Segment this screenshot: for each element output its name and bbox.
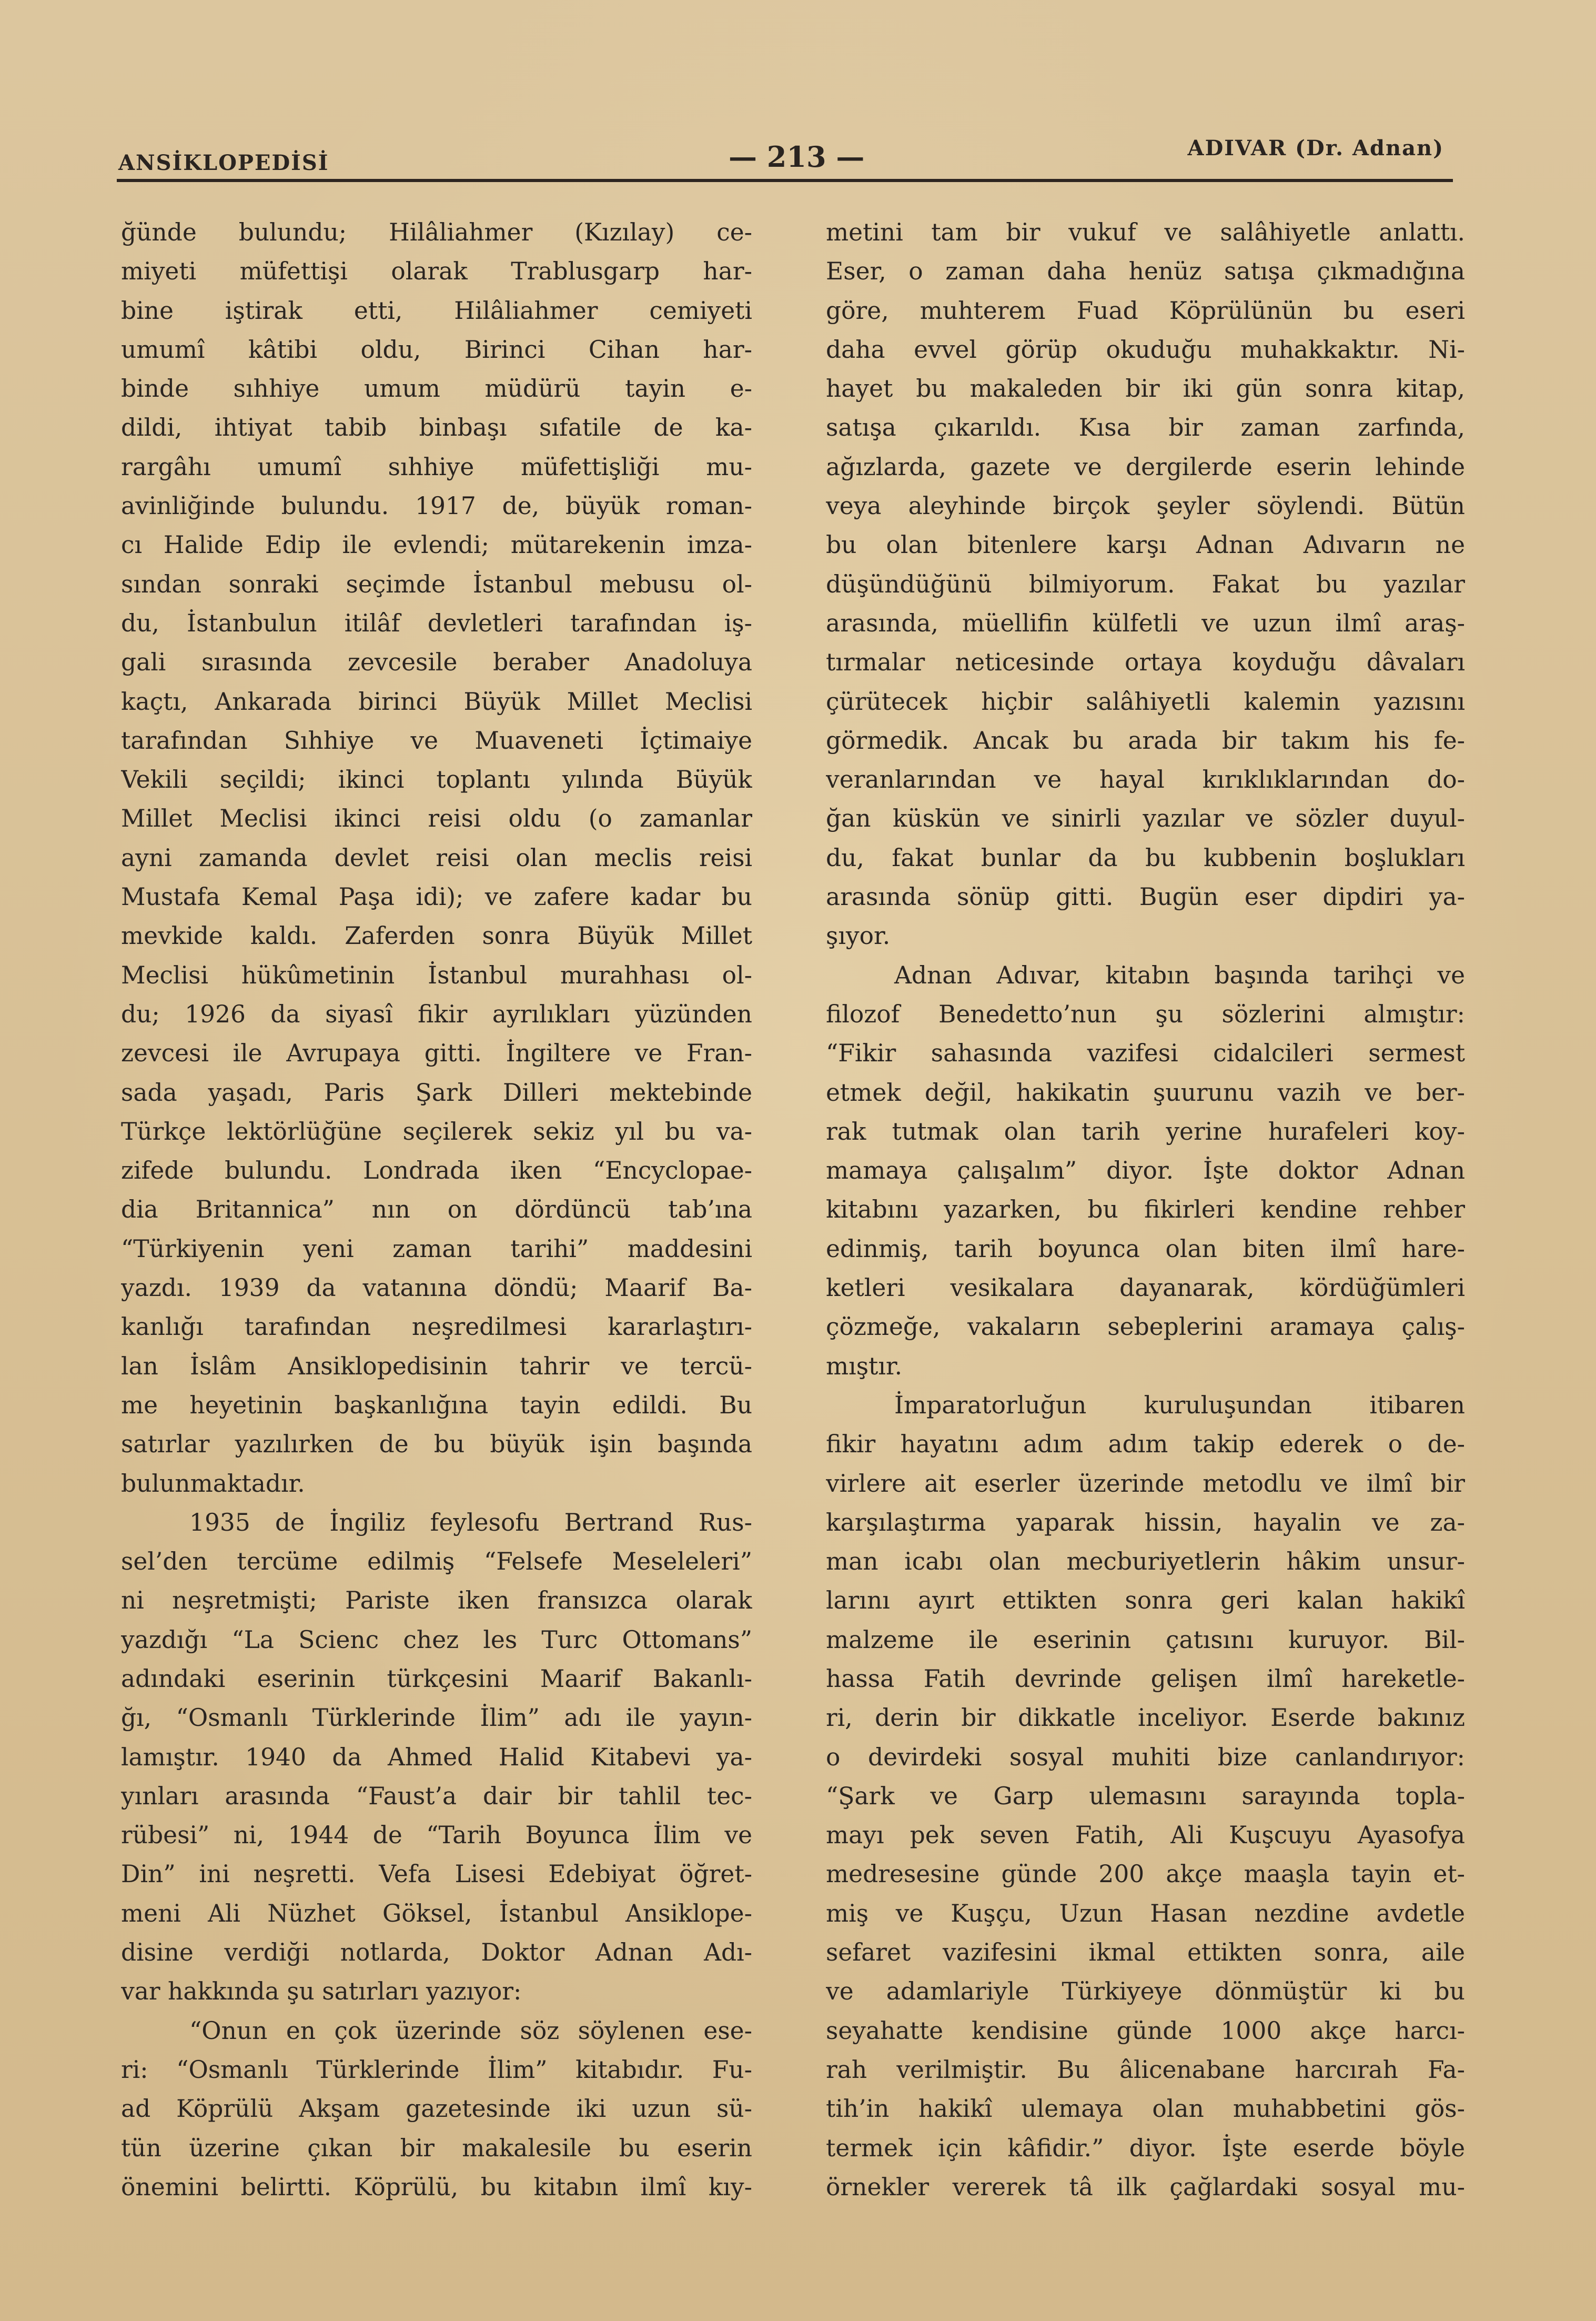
text-line: görmedik. Ancak bu arada bir takım his fe- bbox=[826, 726, 1465, 755]
text-line: bine iştirak etti, Hilâliahmer cemiyeti bbox=[121, 296, 752, 325]
text-line: metini tam bir vukuf ve salâhiyetle anlattı. bbox=[826, 218, 1465, 246]
text-line: me heyetinin başkanlığına tayin edildi. Bu bbox=[121, 1391, 752, 1419]
text-line: veya aleyhinde birçok şeyler söylendi. Bütün bbox=[826, 492, 1465, 520]
right-column bbox=[826, 213, 1465, 2207]
text-line: ri: “Osmanlı Türklerinde İlim” kitabıdır. Fu- bbox=[121, 2055, 752, 2084]
text-line: ad Köprülü Akşam gazetesinde iki uzun sü- bbox=[121, 2095, 752, 2123]
text-line: kaçtı, Ankarada birinci Büyük Millet Meclisi bbox=[121, 687, 752, 716]
text-line: yınları arasında “Faust’a dair bir tahlil tec- bbox=[121, 1782, 752, 1810]
page-header bbox=[118, 136, 1449, 183]
text-line: dia Britannica” nın on dördüncü tab’ına bbox=[121, 1195, 752, 1224]
text-line: filozof Benedetto’nun şu sözlerini almıştır: bbox=[826, 1000, 1465, 1028]
text-line: yazdı. 1939 da vatanına döndü; Maarif Ba- bbox=[121, 1274, 752, 1302]
text-line: termek için kâfidir.” diyor. İşte eserde böyle bbox=[826, 2134, 1465, 2162]
text-line: edinmiş, tarih boyunca olan biten ilmî hare- bbox=[826, 1234, 1465, 1263]
text-line: daha evvel görüp okuduğu muhakkaktır. Ni- bbox=[826, 335, 1465, 364]
text-line: ve adamlariyle Türkiyeye dönmüştür ki bu bbox=[826, 1977, 1465, 2006]
text-line: Vekili seçildi; ikinci toplantı yılında Büyük bbox=[121, 766, 752, 794]
text-line: miyeti müfettişi olarak Trablusgarp har- bbox=[121, 257, 752, 286]
text-line: Türkçe lektörlüğüne seçilerek sekiz yıl bu va- bbox=[121, 1117, 752, 1146]
text-line: miş ve Kuşçu, Uzun Hasan nezdine avdetle bbox=[826, 1899, 1465, 1927]
text-line: sada yaşadı, Paris Şark Dilleri mektebinde bbox=[121, 1078, 752, 1107]
text-line: düşündüğünü bilmiyorum. Fakat bu yazılar bbox=[826, 570, 1465, 598]
text-line: zevcesi ile Avrupaya gitti. İngiltere ve Fran- bbox=[121, 1039, 752, 1068]
text-line: tırmalar neticesinde ortaya koyduğu dâvaları bbox=[826, 648, 1465, 677]
text-line: man icabı olan mecburiyetlerin hâkim unsur- bbox=[826, 1548, 1465, 1576]
text-line: meni Ali Nüzhet Göksel, İstanbul Ansiklope- bbox=[121, 1899, 752, 1927]
text-line: satırlar yazılırken de bu büyük işin başında bbox=[121, 1430, 752, 1459]
text-line: ni neşretmişti; Pariste iken fransızca olarak bbox=[121, 1586, 752, 1615]
text-line: 1935 de İngiliz feylesofu Bertrand Rus- bbox=[189, 1508, 752, 1536]
left-column bbox=[121, 213, 752, 2207]
text-line: dildi, ihtiyat tabib binbaşı sıfatile de ka- bbox=[121, 414, 752, 442]
text-line: tih’in hakikî ulemaya olan muhabbetini gös- bbox=[826, 2095, 1465, 2123]
page-number: — 213 — bbox=[729, 140, 865, 174]
text-line: du, İstanbulun itilâf devletleri tarafından iş- bbox=[121, 609, 752, 637]
text-line: mıştır. bbox=[826, 1352, 903, 1380]
text-line: o devirdeki sosyal muhiti bize canlandırıyor: bbox=[826, 1743, 1465, 1771]
text-line: Mustafa Kemal Paşa idi); ve zafere kadar bu bbox=[121, 883, 752, 911]
text-line: ri, derin bir dikkatle inceliyor. Eserde bakınız bbox=[826, 1704, 1465, 1732]
text-line: adındaki eserinin türkçesini Maarif Bakanlı- bbox=[121, 1664, 752, 1693]
text-line: ğı, “Osmanlı Türklerinde İlim” adı ile yayın- bbox=[121, 1704, 752, 1732]
text-line: sefaret vazifesini ikmal ettikten sonra, aile bbox=[826, 1938, 1465, 1967]
text-line: gali sırasında zevcesile beraber Anadoluya bbox=[121, 648, 752, 677]
text-line: şıyor. bbox=[826, 922, 891, 950]
text-line: bu olan bitenlere karşı Adnan Adıvarın ne bbox=[826, 531, 1465, 559]
text-line: Eser, o zaman daha henüz satışa çıkmadığına bbox=[826, 257, 1465, 286]
text-line: Millet Meclisi ikinci reisi oldu (o zamanlar bbox=[121, 805, 752, 833]
text-line: “Türkiyenin yeni zaman tarihi” maddesini bbox=[121, 1234, 752, 1263]
text-line: seyahatte kendisine günde 1000 akçe harcı- bbox=[826, 2016, 1465, 2045]
text-line: göre, muhterem Fuad Köprülünün bu eseri bbox=[826, 296, 1465, 325]
text-line: du, fakat bunlar da bu kubbenin boşlukları bbox=[826, 843, 1465, 872]
text-line: binde sıhhiye umum müdürü tayin e- bbox=[121, 375, 752, 403]
text-line: umumî kâtibi oldu, Birinci Cihan har- bbox=[121, 335, 752, 364]
running-head-right: ADIVAR (Dr. Adnan) bbox=[1187, 136, 1444, 160]
text-line: önemini belirtti. Köprülü, bu kitabın ilmî kıy- bbox=[121, 2173, 752, 2201]
text-line: “Şark ve Garp ulemasını sarayında topla- bbox=[826, 1782, 1465, 1810]
text-line: ağızlarda, gazete ve dergilerde eserin lehinde bbox=[826, 453, 1465, 481]
text-line: rak tutmak olan tarih yerine hurafeleri koy- bbox=[826, 1117, 1465, 1146]
text-line: virlere ait eserler üzerinde metodlu ve ilmî bir bbox=[826, 1469, 1465, 1498]
text-line: du; 1926 da siyasî fikir ayrılıkları yüzünden bbox=[121, 1000, 752, 1028]
text-line: çözmeğe, vakaların sebeplerini aramaya çalış- bbox=[826, 1313, 1465, 1341]
text-line: etmek değil, hakikatin şuurunu vazih ve ber- bbox=[826, 1078, 1465, 1107]
text-line: karşılaştırma yaparak hissin, hayalin ve za- bbox=[826, 1508, 1465, 1536]
text-line: arasında, müellifin külfetli ve uzun ilmî araş- bbox=[826, 609, 1465, 637]
text-line: tarafından Sıhhiye ve Muaveneti İçtimaiye bbox=[121, 726, 752, 755]
text-line: “Fikir sahasında vazifesi cidalcileri sermest bbox=[826, 1039, 1465, 1068]
text-line: hayet bu makaleden bir iki gün sonra kitap, bbox=[826, 375, 1465, 403]
text-line: rargâhı umumî sıhhiye müfettişliği mu- bbox=[121, 453, 752, 481]
text-line: cı Halide Edip ile evlendi; mütarekenin imza- bbox=[121, 531, 752, 559]
text-line: lan İslâm Ansiklopedisinin tahrir ve tercü- bbox=[121, 1352, 752, 1380]
text-line: veranlarından ve hayal kırıklıklarından do- bbox=[826, 766, 1465, 794]
text-line: sel’den tercüme edilmiş “Felsefe Meseleleri” bbox=[121, 1548, 752, 1576]
text-line: ğan küskün ve sinirli yazılar ve sözler duyul- bbox=[826, 805, 1465, 833]
text-line: avinliğinde bulundu. 1917 de, büyük roman- bbox=[121, 492, 752, 520]
text-line: rah verilmiştir. Bu âlicenabane harcırah Fa- bbox=[826, 2055, 1465, 2084]
text-line: yazdığı “La Scienc chez les Turc Ottomans” bbox=[121, 1625, 752, 1654]
text-line: Din” ini neşretti. Vefa Lisesi Edebiyat öğret- bbox=[121, 1860, 752, 1888]
text-line: ketleri vesikalara dayanarak, kördüğümleri bbox=[826, 1274, 1465, 1302]
text-line: ğünde bulundu; Hilâliahmer (Kızılay) ce- bbox=[121, 218, 752, 246]
text-line: lamıştır. 1940 da Ahmed Halid Kitabevi ya- bbox=[121, 1743, 752, 1771]
text-line: bulunmaktadır. bbox=[121, 1469, 305, 1498]
text-line: İmparatorluğun kuruluşundan itibaren bbox=[894, 1391, 1465, 1419]
text-line: tün üzerine çıkan bir makalesile bu eserin bbox=[121, 2134, 752, 2162]
text-line: mayı pek seven Fatih, Ali Kuşcuyu Ayasofya bbox=[826, 1821, 1465, 1850]
text-line: malzeme ile eserinin çatısını kuruyor. Bil- bbox=[826, 1625, 1465, 1654]
header-rule bbox=[117, 179, 1453, 182]
text-line: kitabını yazarken, bu fikirleri kendine rehber bbox=[826, 1195, 1465, 1224]
text-line: rübesi” ni, 1944 de “Tarih Boyunca İlim ve bbox=[121, 1821, 752, 1850]
text-line: mamaya çalışalım” diyor. İşte doktor Adnan bbox=[826, 1157, 1465, 1185]
text-line: mevkide kaldı. Zaferden sonra Büyük Millet bbox=[121, 922, 752, 950]
running-head-left: ANSİKLOPEDİSİ bbox=[118, 150, 329, 175]
text-line: var hakkında şu satırları yazıyor: bbox=[121, 1977, 522, 2006]
text-line: “Onun en çok üzerinde söz söylenen ese- bbox=[189, 2016, 752, 2045]
text-line: sından sonraki seçimde İstanbul mebusu ol- bbox=[121, 570, 752, 598]
text-line: arasında sönüp gitti. Bugün eser dipdiri ya- bbox=[826, 883, 1465, 911]
text-line: larını ayırt ettikten sonra geri kalan hakikî bbox=[826, 1586, 1465, 1615]
text-line: ayni zamanda devlet reisi olan meclis reisi bbox=[121, 843, 752, 872]
text-line: satışa çıkarıldı. Kısa bir zaman zarfında, bbox=[826, 414, 1465, 442]
text-line: fikir hayatını adım adım takip ederek o de- bbox=[826, 1430, 1465, 1459]
text-line: Adnan Adıvar, kitabın başında tarihçi ve bbox=[894, 961, 1465, 989]
text-line: kanlığı tarafından neşredilmesi kararlaştırı- bbox=[121, 1313, 752, 1341]
text-line: disine verdiği notlarda, Doktor Adnan Adı- bbox=[121, 1938, 752, 1967]
text-line: Meclisi hükûmetinin İstanbul murahhası ol- bbox=[121, 961, 752, 989]
text-line: örnekler vererek tâ ilk çağlardaki sosyal mu- bbox=[826, 2173, 1465, 2201]
text-line: çürütecek hiçbir salâhiyetli kalemin yazısını bbox=[826, 687, 1465, 716]
text-line: medresesine günde 200 akçe maaşla tayin et- bbox=[826, 1860, 1465, 1888]
text-line: zifede bulundu. Londrada iken “Encyclopae- bbox=[121, 1157, 752, 1185]
text-line: hassa Fatih devrinde gelişen ilmî hareketle- bbox=[826, 1664, 1465, 1693]
